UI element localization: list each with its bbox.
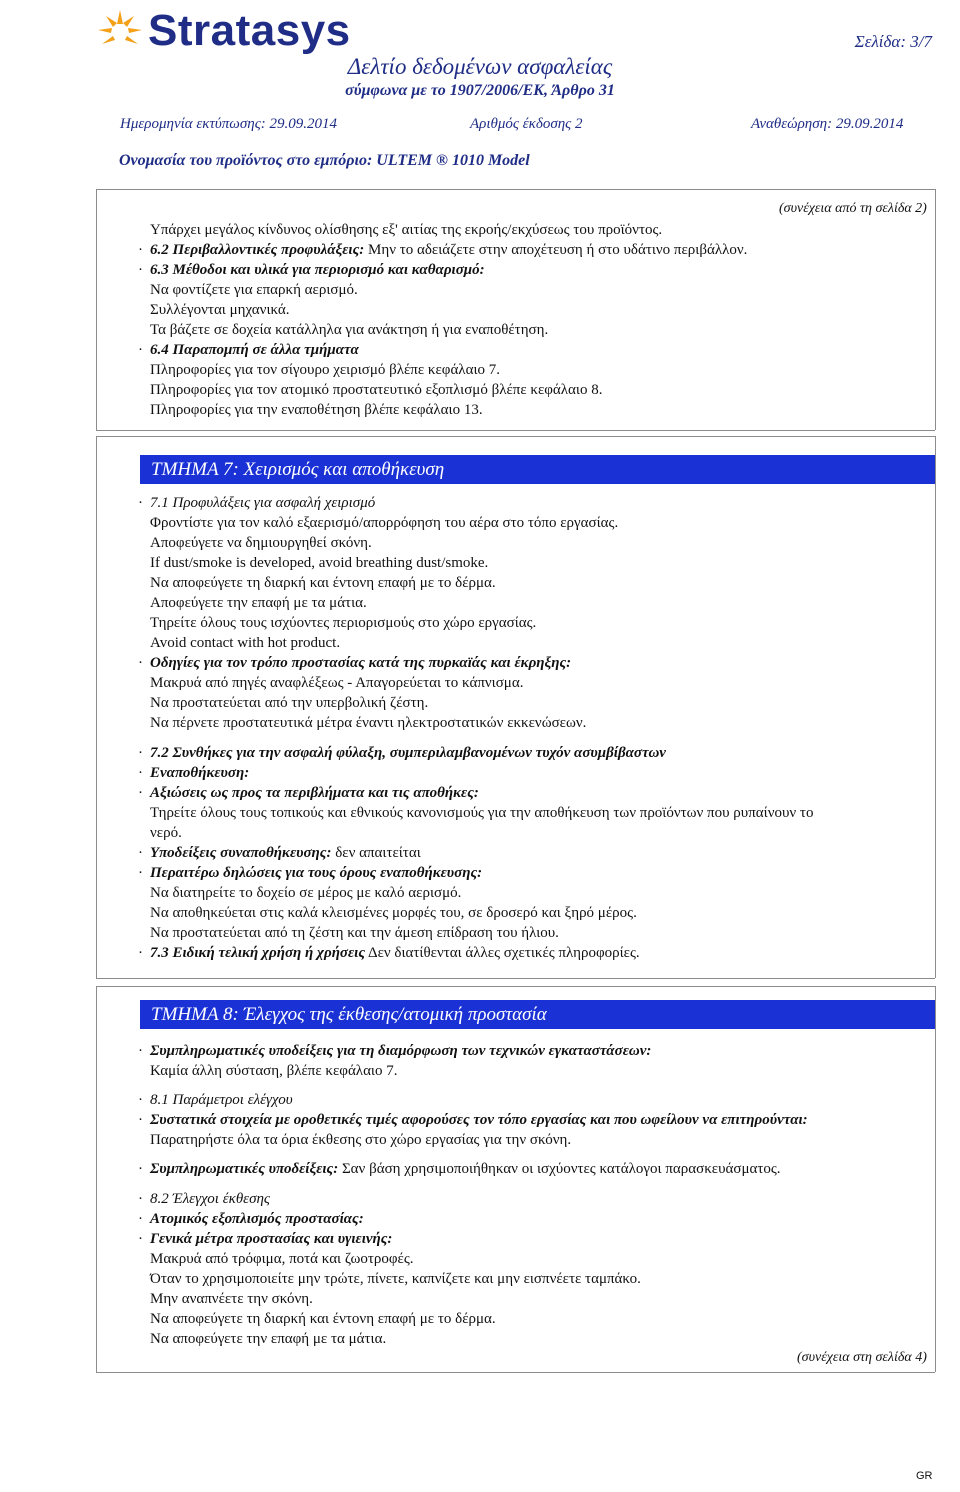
text: Δεν διατίθενται άλλες σχετικές πληροφορίες. — [365, 945, 640, 961]
text: δεν απαιτείται — [331, 845, 421, 861]
divider — [96, 430, 935, 431]
subheading: 8.2 Έλεγχοι έκθεσης — [150, 1191, 271, 1207]
stratasys-sunburst-icon — [96, 8, 144, 54]
right-border — [935, 436, 936, 978]
text-line: Να φοντίζετε για επαρκή αερισμό. — [150, 282, 358, 298]
subheading-line: · 6.4 Παραπομπή σε άλλα τμήματα — [138, 342, 359, 358]
subheading-line: · 8.2 Έλεγχοι έκθεσης — [138, 1191, 271, 1207]
text-line: Μακρυά από τρόφιμα, ποτά και ζωοτροφές. — [150, 1251, 414, 1267]
text-line: · Υποδείξεις συναποθήκευσης: δεν απαιτείται — [138, 845, 421, 861]
text-line: Αποφεύγετε την επαφή με τα μάτια. — [150, 595, 367, 611]
text-line: Υπάρχει μεγάλος κίνδυνος ολίσθησης εξ' αιτίας της εκροής/εκχύσεως του προϊόντος. — [150, 222, 663, 238]
text: Σαν βάση χρησιμοποιήθηκαν οι ισχύοντες κατάλογοι παρασκευάσματος. — [338, 1161, 781, 1177]
text-line: Μην αναπνέετε την σκόνη. — [150, 1291, 313, 1307]
section-8-title: ΤΜΗΜΑ 8: Έλεγχος της έκθεσης/ατομική προστασία — [140, 1000, 935, 1029]
subheading-line: · Συμπληρωματικές υποδείξεις για τη διαμόρφωση των τεχνικών εγκαταστάσεων: — [138, 1043, 652, 1059]
page-number: Σελίδα: 3/7 — [854, 32, 932, 51]
version-number: Αριθμός έκδοσης 2 — [470, 116, 583, 132]
text-line: · Συμπληρωματικές υποδείξεις: Σαν βάση χρησιμοποιήθηκαν οι ισχύοντες κατάλογοι παρασκευάσματος. — [138, 1161, 781, 1177]
subheading: 7.1 Προφυλάξεις για ασφαλή χειρισμό — [150, 495, 376, 511]
text-line: Να αποφεύγετε τη διαρκή και έντονη επαφή με το δέρμα. — [150, 1311, 496, 1327]
text-line: Μακρυά από πηγές αναφλέξεως - Απαγορεύεται το κάπνισμα. — [150, 675, 524, 691]
text-line: Όταν το χρησιμοποιείτε μην τρώτε, πίνετε, καπνίζετε και μην εισπνέετε ταμπάκο. — [150, 1271, 641, 1287]
subheading-line: · Εναποθήκευση: — [138, 765, 250, 781]
divider — [96, 189, 935, 190]
section-7-title: ΤΜΗΜΑ 7: Χειρισμός και αποθήκευση — [140, 455, 935, 484]
left-border — [96, 986, 97, 1372]
document-title: Δελτίο δεδομένων ασφαλείας — [347, 54, 613, 79]
subheading: Συμπληρωματικές υποδείξεις για τη διαμόρφωση των τεχνικών εγκαταστάσεων: — [150, 1043, 652, 1059]
text-line: · 7.3 Ειδική τελική χρήση ή χρήσεις Δεν διατίθενται άλλες σχετικές πληροφορίες. — [138, 945, 640, 961]
subheading-line: · Οδηγίες για τον τρόπο προστασίας κατά της πυρκαϊάς και έκρηξης: — [138, 655, 572, 671]
subheading: 8.1 Παράμετροι ελέγχου — [150, 1092, 293, 1108]
right-border — [935, 189, 936, 430]
subheading: Συστατικά στοιχεία με οροθετικές τιμές αφορούσες τον τόπο εργασίας και που ωφείλουν να επιτηρούνται: — [150, 1112, 808, 1128]
brand-name: Stratasys — [148, 6, 351, 55]
text-line: Να διατηρείτε το δοχείο σε μέρος με καλό αερισμό. — [150, 885, 462, 901]
text-line: Αποφεύγετε να δημιουργηθεί σκόνη. — [150, 535, 372, 551]
text-line: Να προστατεύεται από τη ζέστη και την άμεση επίδραση του ήλιου. — [150, 925, 559, 941]
print-date: Ημερομηνία εκτύπωσης: 29.09.2014 — [120, 116, 338, 132]
subheading: Αξιώσεις ως προς τα περιβλήματα και τις αποθήκες: — [150, 785, 479, 801]
text-line: If dust/smoke is developed, avoid breathing dust/smoke. — [150, 555, 489, 571]
divider — [96, 978, 935, 979]
left-border — [96, 189, 97, 430]
subheading-line: · Περαιτέρω δηλώσεις για τους όρους εναποθήκευσης: — [138, 865, 483, 881]
left-border — [96, 436, 97, 978]
subheading: 6.4 Παραπομπή σε άλλα τμήματα — [150, 342, 359, 358]
divider — [96, 986, 935, 987]
subheading: 6.3 Μέθοδοι και υλικά για περιορισμό και καθαρισμό: — [150, 262, 485, 278]
subheading: Περαιτέρω δηλώσεις για τους όρους εναποθήκευσης: — [150, 865, 483, 881]
subheading: Γενικά μέτρα προστασίας και υγιεινής: — [150, 1231, 393, 1247]
document-subtitle: σύμφωνα με το 1907/2006/ΕΚ, Άρθρο 31 — [345, 82, 615, 99]
subheading-line: · 7.2 Συνθήκες για την ασφαλή φύλαξη, συμπεριλαμβανομένων τυχόν ασυμβίβαστων — [138, 745, 666, 761]
text: Μην το αδειάζετε στην αποχέτευση ή στο υδάτινο περιβάλλον. — [364, 242, 748, 258]
text-line: Να αποφεύγετε τη διαρκή και έντονη επαφή με το δέρμα. — [150, 575, 496, 591]
subheading: Ατομικός εξοπλισμός προστασίας: — [150, 1211, 364, 1227]
text-line: · 6.2 Περιβαλλοντικές προφυλάξεις: Μην το αδειάζετε στην αποχέτευση ή στο υδάτινο περιβάλλον. — [138, 242, 748, 258]
subheading: Εναποθήκευση: — [150, 765, 250, 781]
subheading: Συμπληρωματικές υποδείξεις: — [150, 1161, 339, 1177]
divider — [96, 436, 935, 437]
subheading: Οδηγίες για τον τρόπο προστασίας κατά της πυρκαϊάς και έκρηξης: — [150, 655, 572, 671]
subheading: 7.3 Ειδική τελική χρήση ή χρήσεις — [150, 945, 366, 961]
subheading-line: · Γενικά μέτρα προστασίας και υγιεινής: — [138, 1231, 393, 1247]
text-line: Τηρείτε όλους τους τοπικούς και εθνικούς κανονισμούς για την αποθήκευση των προϊόντων που ρυπαίνουν το — [150, 805, 814, 821]
right-border — [935, 986, 936, 1372]
text-line: Καμία άλλη σύσταση, βλέπε κεφάλαιο 7. — [150, 1063, 398, 1079]
subheading-line: · Ατομικός εξοπλισμός προστασίας: — [138, 1211, 364, 1227]
text-line: Πληροφορίες για την εναποθέτηση βλέπε κεφάλαιο 13. — [150, 402, 483, 418]
subheading-line: · Συστατικά στοιχεία με οροθετικές τιμές αφορούσες τον τόπο εργασίας και που ωφείλουν να επιτηρούνται: — [138, 1112, 808, 1128]
text-line: Φροντίστε για τον καλό εξαερισμό/απορρόφηση του αέρα στο τόπο εργασίας. — [150, 515, 619, 531]
revision-date: Αναθεώρηση: 29.09.2014 — [751, 116, 904, 132]
subheading: Υποδείξεις συναποθήκευσης: — [150, 845, 332, 861]
text-line: Τα βάζετε σε δοχεία κατάλληλα για ανάκτηση ή για εναποθέτηση. — [150, 322, 549, 338]
text-line: Τηρείτε όλους τους ισχύοντες περιορισμούς στο χώρο εργασίας. — [150, 615, 537, 631]
subheading-line: · 6.3 Μέθοδοι και υλικά για περιορισμό και καθαρισμό: — [138, 262, 485, 278]
continued-to: (συνέχεια στη σελίδα 4) — [797, 1350, 927, 1365]
text-line: Να αποφεύγετε την επαφή με τα μάτια. — [150, 1331, 387, 1347]
text-line: Παρατηρήστε όλα τα όρια έκθεσης στο χώρο εργασίας για την σκόνη. — [150, 1132, 572, 1148]
logo — [96, 6, 351, 56]
text-line: Να προστατεύεται από την υπερβολική ζέστη. — [150, 695, 429, 711]
text-line: Να πέρνετε προστατευτικά μέτρα έναντι ηλεκτροστατικών εκκενώσεων. — [150, 715, 587, 731]
continued-from: (συνέχεια από τη σελίδα 2) — [779, 201, 927, 216]
subheading-line: · Αξιώσεις ως προς τα περιβλήματα και τις αποθήκες: — [138, 785, 479, 801]
text-line: Πληροφορίες για τον ατομικό προστατευτικό εξοπλισμό βλέπε κεφάλαιο 8. — [150, 382, 603, 398]
language-code: GR — [916, 1470, 933, 1482]
subheading-line: · 8.1 Παράμετροι ελέγχου — [138, 1092, 293, 1108]
text-line: Συλλέγονται μηχανικά. — [150, 302, 290, 318]
text-line: νερό. — [150, 825, 182, 841]
subheading: 7.2 Συνθήκες για την ασφαλή φύλαξη, συμπεριλαμβανομένων τυχόν ασυμβίβαστων — [150, 745, 666, 761]
text-line: Πληροφορίες για τον σίγουρο χειρισμό βλέπε κεφάλαιο 7. — [150, 362, 500, 378]
divider — [96, 1372, 935, 1373]
product-name: Ονομασία του προϊόντος στο εμπόριο: ULTEM ® 1010 Model — [119, 152, 530, 169]
subheading: 6.2 Περιβαλλοντικές προφυλάξεις: — [150, 242, 365, 258]
text-line: Να αποθηκεύεται στις καλά κλεισμένες μορφές του, σε δροσερό και ξηρό μέρος. — [150, 905, 637, 921]
text-line: Avoid contact with hot product. — [150, 635, 341, 651]
subheading-line: · 7.1 Προφυλάξεις για ασφαλή χειρισμό — [138, 495, 376, 511]
